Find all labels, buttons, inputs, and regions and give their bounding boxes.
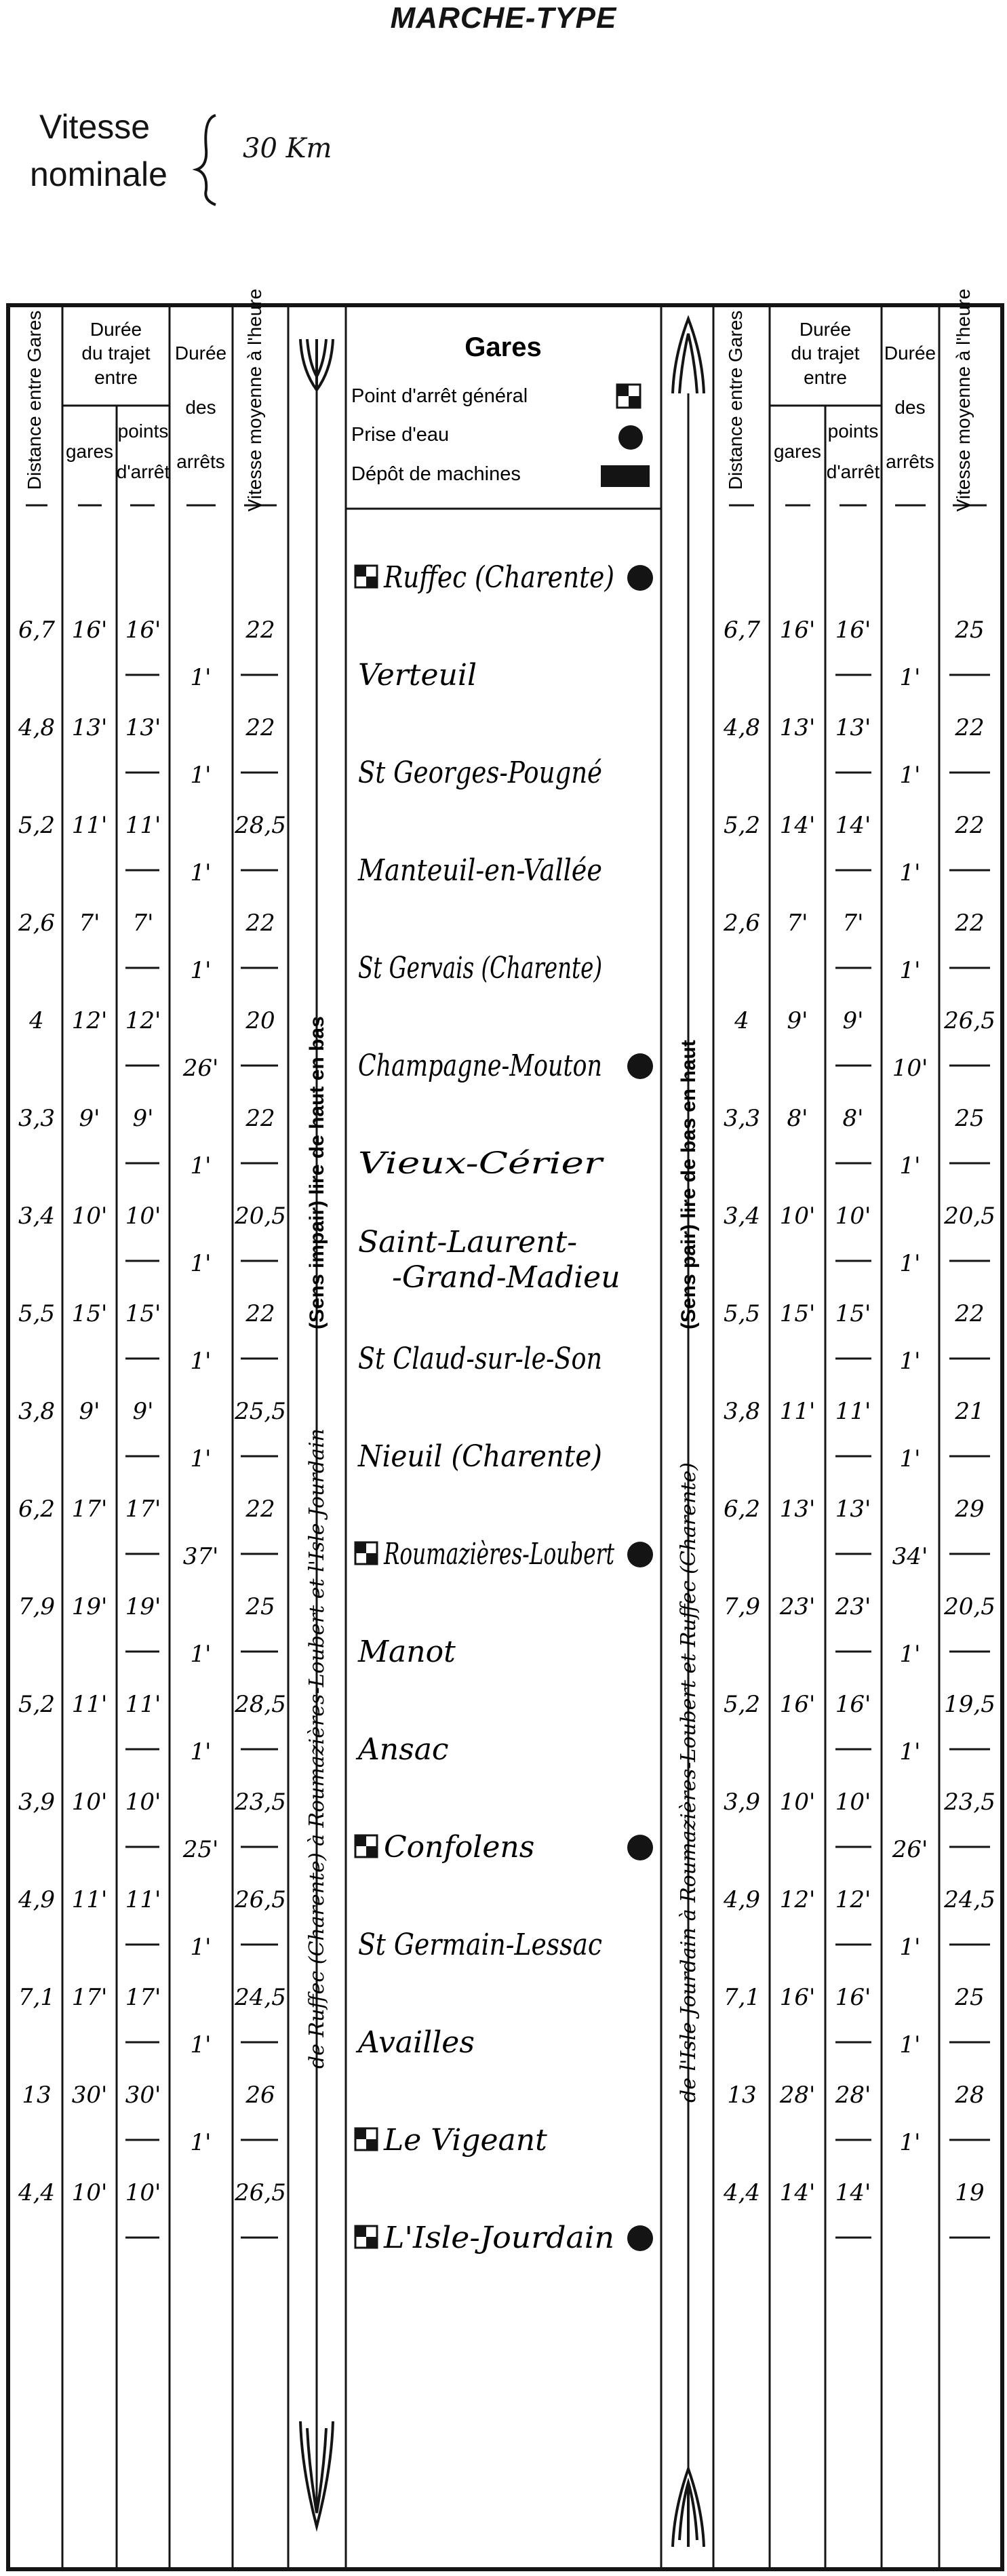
header-points-right-2: d'arrêt	[826, 461, 880, 482]
duree-points-value: 16'	[835, 1691, 871, 1718]
distance-value: 2,6	[723, 910, 761, 937]
duree-arret-value: 1'	[190, 2129, 212, 2156]
up-arrow-bottom-icon	[673, 2469, 704, 2547]
header-arrets-left-3: arrêts	[176, 451, 225, 472]
page-title: MARCHE-TYPE	[390, 1, 617, 35]
vitesse-moyenne-value: 22	[245, 714, 275, 741]
header-gares-col-right: gares	[773, 441, 822, 462]
distance-value: 3,4	[18, 1203, 56, 1230]
header-gares-col-left: gares	[65, 441, 114, 462]
vitesse-moyenne-value: 26,5	[235, 2179, 286, 2206]
duree-points-value: 16'	[835, 617, 871, 644]
station-name: Le Vigeant	[384, 2123, 547, 2158]
duree-arret-value: 1'	[899, 859, 921, 886]
duree-gares-value: 11'	[71, 1691, 108, 1718]
duree-arret-value: 1'	[190, 1445, 212, 1472]
vitesse-moyenne-value: 21	[955, 1398, 985, 1425]
duree-points-value: 15'	[835, 1300, 871, 1327]
direction-left-label: (Sens impair) lire de haut en bas	[306, 1016, 328, 1329]
header-duree-left-2: du trajet	[81, 343, 151, 364]
duree-arret-value: 1'	[899, 664, 921, 691]
station-name: L'Isle-Jourdain	[382, 2221, 614, 2255]
station-name: Vieux-Cérier	[358, 1146, 605, 1181]
checker-square-icon	[355, 2226, 377, 2248]
distance-value: 7,9	[18, 1593, 56, 1620]
duree-points-value: 17'	[125, 1984, 161, 2011]
vitesse-moyenne-value: 22	[245, 1105, 275, 1132]
water-point-icon	[627, 1542, 653, 1567]
station-name: Availles	[358, 2025, 475, 2060]
distance-value: 3,9	[723, 1789, 761, 1816]
duree-gares-value: 28'	[779, 2082, 816, 2109]
duree-arret-value: 1'	[899, 1934, 921, 1961]
distance-value: 3,3	[723, 1105, 761, 1132]
checker-square-icon	[355, 566, 377, 587]
duree-gares-value: 12'	[779, 1886, 816, 1913]
duree-gares-value: 17'	[71, 1984, 108, 2011]
checker-square-icon	[355, 1542, 377, 1564]
duree-gares-value: 10'	[71, 2179, 108, 2206]
vitesse-moyenne-value: 28	[955, 2082, 985, 2109]
route-left-label: de Ruffec (Charente) à Roumazières-Loubert et l'Isle Jourdain	[305, 1428, 329, 2069]
duree-points-value: 10'	[835, 1789, 871, 1816]
header-arrets-left-1: Durée	[174, 343, 227, 364]
duree-arret-value: 1'	[190, 664, 212, 691]
duree-arret-value: 1'	[899, 1445, 921, 1472]
duree-points-value: 23'	[835, 1593, 871, 1620]
down-arrow-top-icon	[300, 339, 333, 390]
vitesse-moyenne-value: 29	[955, 1496, 985, 1523]
station-name: St Georges-Pougné	[358, 756, 602, 790]
duree-arret-value: 1'	[190, 859, 212, 886]
distance-value: 3,8	[723, 1398, 761, 1425]
station-name: Confolens	[384, 1830, 535, 1865]
distance-value: 2,6	[18, 910, 56, 937]
vitesse-moyenne-value: 20	[245, 1007, 275, 1034]
vitesse-moyenne-value: 22	[955, 812, 985, 839]
duree-points-value: 8'	[842, 1105, 864, 1132]
station-name: Saint-Laurent-	[358, 1225, 578, 1260]
duree-points-value: 7'	[842, 910, 864, 937]
checker-square-icon	[355, 2128, 377, 2150]
checker-square-icon	[617, 385, 640, 408]
distance-value: 7,1	[18, 1984, 56, 2011]
header-arrets-left-2: des	[185, 397, 216, 418]
vitesse-moyenne-value: 19	[955, 2179, 985, 2206]
checker-square-icon	[355, 1835, 377, 1857]
vitesse-moyenne-value: 22	[245, 1300, 275, 1327]
duree-arret-value: 1'	[190, 1250, 212, 1277]
vitesse-moyenne-value: 25	[955, 1984, 985, 2011]
vitesse-moyenne-value: 20,5	[235, 1203, 286, 1230]
duree-arret-value: 1'	[190, 957, 212, 984]
duree-arret-value: 37'	[182, 1543, 219, 1570]
water-point-icon	[627, 2225, 653, 2251]
duree-arret-value: 26'	[182, 1055, 219, 1082]
distance-value: 3,4	[723, 1203, 761, 1230]
station-name-line2: -Grand-Madieu	[392, 1260, 620, 1295]
header-duree-right-2: du trajet	[791, 343, 860, 364]
header-arrets-right-2: des	[894, 397, 926, 418]
station-name: St Germain-Lessac	[358, 1928, 602, 1962]
duree-gares-value: 13'	[779, 1496, 816, 1523]
duree-arret-value: 1'	[899, 1250, 921, 1277]
up-arrow-top-icon	[673, 319, 704, 393]
duree-gares-value: 8'	[787, 1105, 808, 1132]
distance-value: 6,7	[18, 617, 56, 644]
vitesse-moyenne-value: 25	[955, 617, 985, 644]
duree-arret-value: 10'	[892, 1055, 928, 1082]
duree-arret-value: 34'	[892, 1543, 928, 1570]
duree-points-value: 15'	[125, 1300, 161, 1327]
distance-value: 4,9	[18, 1886, 56, 1913]
station-name: Nieuil (Charente)	[357, 1439, 602, 1474]
vitesse-moyenne-value: 22	[245, 617, 275, 644]
distance-value: 4,4	[18, 2179, 56, 2206]
vitesse-moyenne-value: 26,5	[235, 1886, 286, 1913]
distance-value: 3,3	[18, 1105, 56, 1132]
duree-gares-value: 17'	[71, 1496, 108, 1523]
vitesse-moyenne-value: 28,5	[235, 1691, 286, 1718]
distance-value: 4,9	[723, 1886, 761, 1913]
header-distance-left: Distance entre Gares	[24, 310, 45, 490]
station-name: Champagne-Mouton	[358, 1049, 602, 1083]
vitesse-moyenne-value: 25	[245, 1593, 275, 1620]
duree-points-value: 13'	[835, 1496, 871, 1523]
duree-points-value: 10'	[125, 1203, 161, 1230]
duree-gares-value: 10'	[779, 1203, 816, 1230]
distance-value: 5,2	[723, 1691, 761, 1718]
direction-right-label: (Sens pair) lire de bas en haut	[677, 1040, 700, 1329]
vitesse-moyenne-value: 22	[955, 714, 985, 741]
duree-points-value: 13'	[125, 714, 161, 741]
duree-arret-value: 1'	[899, 2031, 921, 2058]
nominal-speed-value: 30 Km	[243, 133, 332, 164]
duree-gares-value: 16'	[779, 1691, 816, 1718]
header-duree-left-1: Durée	[90, 319, 142, 340]
header-vitesse-right: Vitesse moyenne à l'heure	[953, 288, 974, 512]
duree-points-value: 16'	[125, 617, 161, 644]
duree-arret-value: 1'	[190, 2031, 212, 2058]
duree-points-value: 10'	[125, 1789, 161, 1816]
duree-gares-value: 14'	[779, 812, 816, 839]
duree-points-value: 14'	[835, 2179, 871, 2206]
nominale-label: nominale	[30, 155, 167, 193]
legend-label-depot: Dépôt de machines	[351, 463, 521, 485]
duree-gares-value: 16'	[71, 617, 108, 644]
duree-points-value: 12'	[835, 1886, 871, 1913]
duree-points-value: 10'	[125, 2179, 161, 2206]
duree-arret-value: 1'	[190, 1152, 212, 1179]
duree-gares-value: 7'	[787, 910, 808, 937]
filled-rectangle-icon	[601, 465, 650, 487]
distance-value: 4,8	[18, 714, 56, 741]
duree-gares-value: 16'	[779, 1984, 816, 2011]
duree-gares-value: 15'	[71, 1300, 108, 1327]
vitesse-moyenne-value: 24,5	[235, 1984, 286, 2011]
distance-value: 6,7	[723, 617, 761, 644]
station-name: St Gervais (Charente)	[358, 951, 602, 985]
duree-gares-value: 7'	[79, 910, 100, 937]
vitesse-moyenne-value: 28,5	[235, 812, 286, 839]
station-name: Roumazières-Loubert	[383, 1537, 615, 1572]
duree-gares-value: 16'	[779, 617, 816, 644]
distance-value: 6,2	[18, 1496, 56, 1523]
distance-value: 6,2	[723, 1496, 761, 1523]
duree-gares-value: 11'	[779, 1398, 816, 1425]
duree-gares-value: 12'	[71, 1007, 108, 1034]
vitesse-moyenne-value: 22	[955, 910, 985, 937]
duree-points-value: 14'	[835, 812, 871, 839]
duree-gares-value: 14'	[779, 2179, 816, 2206]
vitesse-moyenne-value: 26,5	[944, 1007, 995, 1034]
distance-value: 7,9	[723, 1593, 761, 1620]
station-name: Verteuil	[358, 658, 477, 692]
distance-value: 4	[29, 1007, 44, 1034]
duree-gares-value: 9'	[79, 1398, 100, 1425]
duree-gares-value: 13'	[779, 714, 816, 741]
vitesse-brace	[197, 115, 216, 205]
duree-arret-value: 1'	[899, 1348, 921, 1375]
water-point-icon	[627, 1053, 653, 1079]
distance-value: 5,2	[723, 812, 761, 839]
water-point-icon	[627, 1835, 653, 1860]
duree-points-value: 28'	[835, 2082, 871, 2109]
stations-list	[355, 560, 653, 2255]
duree-arret-value: 1'	[190, 1641, 212, 1668]
station-name: Manteuil-en-Vallée	[357, 853, 602, 888]
duree-points-value: 9'	[842, 1007, 864, 1034]
water-point-icon	[627, 565, 653, 591]
route-right-label: de l'Isle Jourdain à Roumazières-Loubert et Ruffec (Charente)	[677, 1462, 700, 2103]
distance-value: 5,2	[18, 812, 56, 839]
duree-points-value: 17'	[125, 1496, 161, 1523]
legend-label-prise-eau: Prise d'eau	[351, 424, 450, 446]
duree-gares-value: 10'	[779, 1789, 816, 1816]
duree-arret-value: 1'	[899, 1738, 921, 1765]
duree-points-value: 13'	[835, 714, 871, 741]
duree-gares-value: 10'	[71, 1789, 108, 1816]
vitesse-moyenne-value: 25,5	[235, 1398, 286, 1425]
distance-value: 3,8	[18, 1398, 56, 1425]
vitesse-moyenne-value: 19,5	[944, 1691, 995, 1718]
station-name: St Claud-sur-le-Son	[358, 1342, 602, 1376]
distance-value: 5,2	[18, 1691, 56, 1718]
duree-gares-value: 19'	[71, 1593, 108, 1620]
vitesse-moyenne-value: 25	[955, 1105, 985, 1132]
duree-points-value: 10'	[835, 1203, 871, 1230]
duree-gares-value: 9'	[787, 1007, 808, 1034]
duree-arret-value: 1'	[899, 957, 921, 984]
duree-points-value: 19'	[125, 1593, 161, 1620]
vitesse-moyenne-value: 22	[955, 1300, 985, 1327]
vitesse-moyenne-value: 26	[245, 2082, 275, 2109]
distance-value: 4	[734, 1007, 749, 1034]
vitesse-label: Vitesse	[39, 108, 151, 146]
duree-arret-value: 1'	[899, 2129, 921, 2156]
distance-value: 3,9	[18, 1789, 56, 1816]
duree-points-value: 9'	[132, 1398, 154, 1425]
duree-arret-value: 1'	[190, 1738, 212, 1765]
duree-gares-value: 9'	[79, 1105, 100, 1132]
header-vitesse-left: Vitesse moyenne à l'heure	[244, 288, 265, 512]
duree-gares-value: 23'	[779, 1593, 816, 1620]
duree-arret-value: 26'	[892, 1836, 928, 1863]
vitesse-moyenne-value: 24,5	[944, 1886, 995, 1913]
header-arrets-right-1: Durée	[884, 343, 936, 364]
duree-points-value: 11'	[125, 812, 161, 839]
duree-arret-value: 1'	[190, 1348, 212, 1375]
duree-points-value: 9'	[132, 1105, 154, 1132]
vitesse-moyenne-value: 23,5	[944, 1789, 995, 1816]
duree-gares-value: 13'	[71, 714, 108, 741]
duree-arret-value: 1'	[899, 1641, 921, 1668]
duree-gares-value: 15'	[779, 1300, 816, 1327]
header-points-left-2: d'arrêt	[116, 461, 170, 482]
duree-points-value: 12'	[125, 1007, 161, 1034]
duree-arret-value: 1'	[899, 762, 921, 789]
duree-points-value: 7'	[132, 910, 154, 937]
filled-circle-icon	[618, 425, 643, 450]
duree-gares-value: 30'	[71, 2082, 108, 2109]
duree-arret-value: 1'	[190, 1934, 212, 1961]
distance-value: 5,5	[723, 1300, 761, 1327]
vitesse-moyenne-value: 22	[245, 1496, 275, 1523]
duree-arret-value: 1'	[899, 1152, 921, 1179]
duree-points-value: 30'	[125, 2082, 161, 2109]
header-points-right-1: points	[827, 421, 879, 442]
duree-gares-value: 11'	[71, 1886, 108, 1913]
duree-points-value: 11'	[125, 1691, 161, 1718]
distance-value: 7,1	[723, 1984, 761, 2011]
vitesse-moyenne-value: 22	[245, 910, 275, 937]
distance-value: 13	[727, 2082, 757, 2109]
header-duree-right-1: Durée	[799, 319, 852, 340]
station-name: Ansac	[358, 1732, 449, 1767]
duree-arret-value: 25'	[182, 1836, 219, 1863]
station-name: Manot	[358, 1635, 456, 1669]
distance-value: 4,8	[723, 714, 761, 741]
header-gares: Gares	[465, 332, 542, 362]
header-distance-right: Distance entre Gares	[725, 310, 746, 490]
distance-value: 5,5	[18, 1300, 56, 1327]
vitesse-moyenne-value: 20,5	[944, 1203, 995, 1230]
duree-points-value: 11'	[835, 1398, 871, 1425]
duree-gares-value: 10'	[71, 1203, 108, 1230]
duree-gares-value: 11'	[71, 812, 108, 839]
duree-points-value: 11'	[125, 1886, 161, 1913]
distance-value: 4,4	[723, 2179, 761, 2206]
header-duree-left-3: entre	[94, 367, 138, 388]
duree-points-value: 16'	[835, 1984, 871, 2011]
header-duree-right-3: entre	[804, 367, 847, 388]
vitesse-moyenne-value: 23,5	[235, 1789, 286, 1816]
vitesse-moyenne-value: 20,5	[944, 1593, 995, 1620]
header-points-left-1: points	[117, 421, 169, 442]
station-name: Ruffec (Charente)	[383, 560, 614, 595]
legend-label-point-arret: Point d'arrêt général	[351, 385, 528, 407]
distance-value: 13	[22, 2082, 52, 2109]
header-arrets-right-3: arrêts	[886, 451, 934, 472]
duree-arret-value: 1'	[190, 762, 212, 789]
